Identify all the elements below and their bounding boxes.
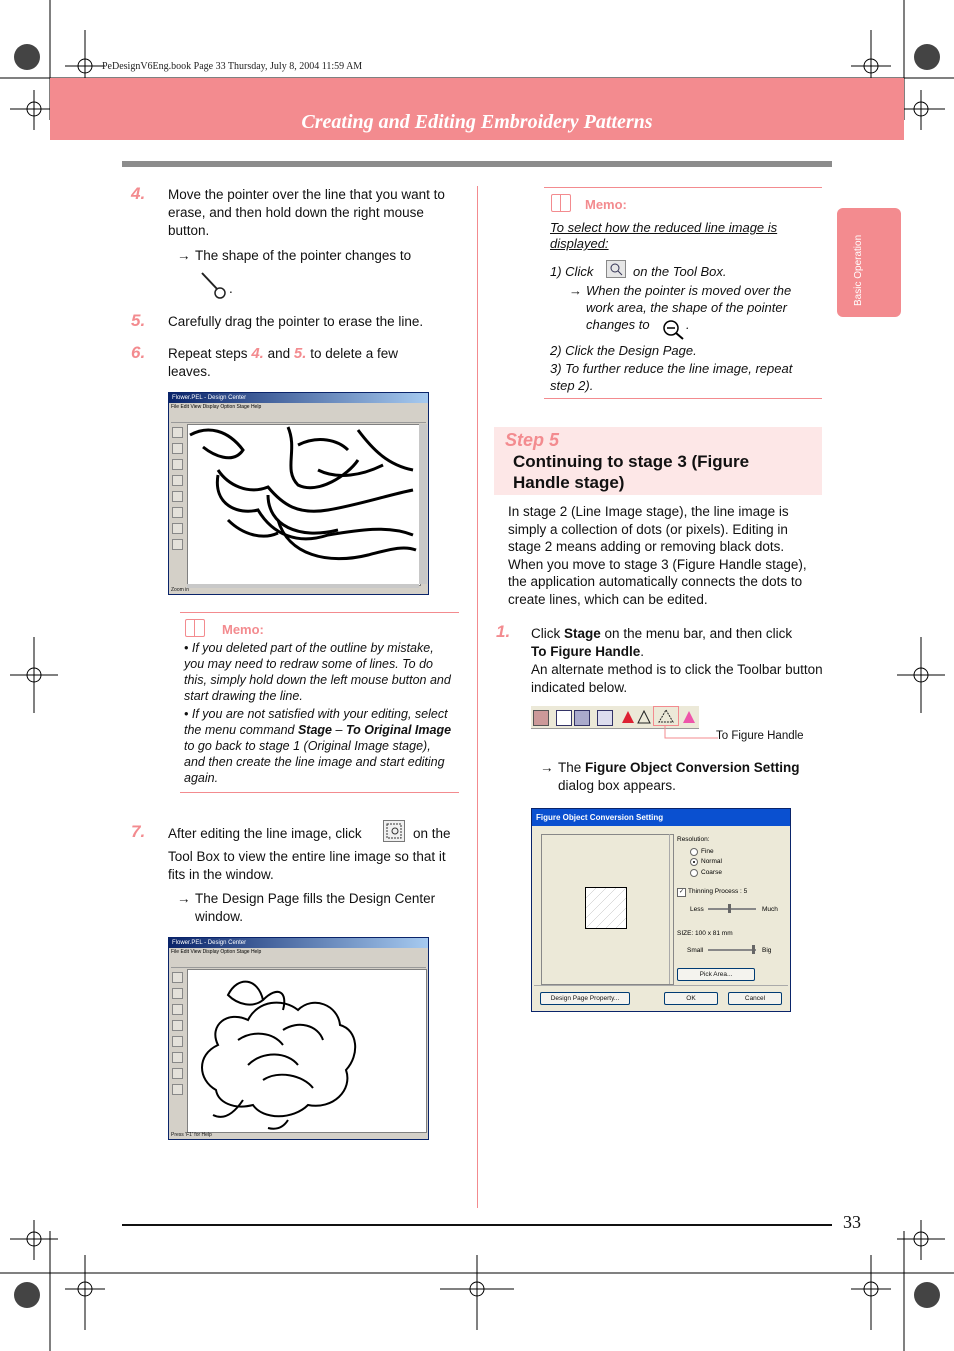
- small-label: Small: [687, 947, 704, 954]
- thinning-slider[interactable]: [708, 908, 756, 910]
- step-1-line2: [531, 643, 644, 661]
- full-line-image: [187, 969, 427, 1133]
- memo-item-1-a: 1) Click: [550, 264, 594, 279]
- step-7-text-a: After editing the line image, click: [168, 826, 362, 841]
- much-label: Much: [762, 906, 778, 913]
- intro-paragraph: In stage 2 (Line Image stage), the line image is simply a collection of dots (or pixels). Editing in stage 2 means adding or removing black dots. When you move to stage 3 (Figure Handle stage), the application automatically connects the dots to create lines, which can be edited.: [508, 504, 807, 607]
- pen-tool-icon: [172, 988, 183, 999]
- step-7-arrow: →: [177, 891, 191, 906]
- window-toolbar: [171, 957, 426, 968]
- dialog-title: Figure Object Conversion Setting: [532, 809, 790, 826]
- result-a: The: [558, 760, 582, 775]
- fit-to-window-icon: [383, 820, 405, 842]
- step-1-period: .: [640, 644, 645, 659]
- design-center-screenshot-zoomed: [168, 392, 429, 595]
- select-tool-icon: [172, 972, 183, 983]
- callout-line: [660, 726, 720, 742]
- pen-tool-icon: [172, 475, 183, 486]
- memo-item-1-arrow: →: [569, 283, 582, 298]
- image-icon: [556, 710, 572, 726]
- step-1-command: To Figure Handle: [531, 644, 641, 659]
- size-slider[interactable]: [708, 949, 756, 951]
- stage-embroidery-icon: [682, 710, 696, 724]
- memo-box-left: [180, 612, 459, 793]
- dialog-bottom-separator: [534, 985, 788, 986]
- monitor-icon: [574, 710, 590, 726]
- step-6-post2: leaves.: [168, 364, 211, 379]
- cancel-button[interactable]: Cancel: [728, 992, 782, 1005]
- zoom-out-pointer-icon: [662, 319, 686, 341]
- ok-button[interactable]: OK: [664, 992, 718, 1005]
- step-6-pre: Repeat steps: [168, 346, 248, 361]
- step-1-number: 1.: [496, 622, 511, 641]
- memo-item-1-result: When the pointer is moved over the work area, the shape of the pointer changes to: [586, 283, 792, 332]
- pen-tool-icon: [172, 443, 183, 454]
- zoom-out-icon: [172, 1084, 183, 1095]
- window-menu: File Edit View Display Option Stage Help: [171, 404, 262, 410]
- step-5-number: 5.: [131, 311, 146, 330]
- step-5-text: Carefully drag the pointer to erase the line.: [168, 314, 424, 329]
- grid-icon: [533, 710, 549, 726]
- zoomed-line-image: [187, 424, 421, 586]
- memo-bullet-2: • If you are not satisfied with your editing, select the menu command Stage – To Original Image to go back to stage 1 (Original Image stage), and then create the line image and start editing again.: [184, 707, 452, 785]
- header-rule: [122, 161, 832, 167]
- side-tab-label: Basic Operation: [853, 234, 864, 306]
- pick-area-button[interactable]: Pick Area...: [677, 968, 755, 981]
- stage-original-icon: [621, 710, 635, 724]
- step-5-title: Continuing to stage 3 (Figure Handle stage): [513, 452, 750, 492]
- stage-line-icon: [637, 710, 651, 724]
- wizard-icon: [597, 710, 613, 726]
- step-5-label: Step 5: [505, 430, 560, 450]
- design-center-screenshot-full: [168, 937, 429, 1140]
- step-6-ref1: 4.: [251, 345, 264, 362]
- zoom-in-icon: [172, 1052, 183, 1063]
- memo-bullet-2-stage: Stage: [297, 723, 333, 737]
- memo-bullet-2-e: to go back to stage 1 (Original Image stage), and then create the line image and start editing again.: [184, 739, 445, 785]
- radio-normal-label: Normal: [701, 858, 722, 865]
- memo-bullet-1: • If you deleted part of the outline by mistake, you may need to redraw some of lines. To do this, simply hold down the left mouse button and start drawing the line.: [184, 641, 451, 703]
- zoom-in-icon: [172, 507, 183, 518]
- pen-tool-icon: [172, 1036, 183, 1047]
- result-c: dialog box appears.: [558, 778, 676, 793]
- callout-label: To Figure Handle: [716, 730, 804, 742]
- less-label: Less: [690, 906, 704, 913]
- thinning-label: Thinning Process : 5: [688, 888, 748, 895]
- memo-label: Memo:: [222, 622, 264, 637]
- window-title: Flower.PEL - Design Center: [169, 393, 428, 403]
- memo-bullet-2-dash: –: [335, 723, 343, 737]
- zoom-out-tool-icon: [606, 260, 626, 278]
- step-6-and: and: [267, 346, 291, 361]
- radio-fine[interactable]: [690, 848, 698, 856]
- radio-coarse-label: Coarse: [701, 869, 722, 876]
- step-6-post: to delete a few: [310, 346, 398, 361]
- step-1-a: Click: [531, 626, 561, 641]
- design-page-property-button[interactable]: Design Page Property...: [540, 992, 630, 1005]
- step-7-text-c: Tool Box to view the entire line image so that it fits in the window.: [168, 849, 446, 882]
- size-label: SIZE: 100 x 81 mm: [677, 930, 733, 937]
- memo-box-right: [544, 187, 822, 399]
- side-tab: [837, 208, 901, 317]
- memo-bullet-1-text: If you deleted part of the outline by mistake, you may need to redraw some of lines. To do this, simply hold down the left mouse button and start drawing the line.: [184, 641, 451, 703]
- memo-item-2: 2) Click the Design Page.: [550, 343, 697, 358]
- status-bar: Press 'F1' for Help: [171, 1132, 212, 1138]
- memo-item-1-end: .: [686, 317, 690, 332]
- memo-label: Memo:: [585, 197, 627, 212]
- column-divider: [477, 186, 478, 1208]
- radio-fine-label: Fine: [701, 848, 714, 855]
- v-scrollbar: [419, 424, 427, 584]
- rose-outline-full: [188, 970, 426, 1132]
- result-dialog-name: Figure Object Conversion Setting: [585, 760, 800, 775]
- step-7-number: 7.: [131, 822, 146, 841]
- step-4-result-end: .: [229, 281, 233, 296]
- page-number: 33: [843, 1212, 861, 1232]
- thinning-checkbox[interactable]: ✓: [678, 889, 685, 895]
- footer-rule: [122, 1224, 832, 1226]
- radio-normal[interactable]: [690, 858, 698, 866]
- step-6-ref2: 5.: [293, 345, 307, 362]
- step-7-text-b: on the: [413, 826, 451, 841]
- step-1-result: [558, 759, 823, 795]
- step-7-result: The Design Page fills the Design Center window.: [195, 891, 436, 924]
- memo-bullet-2-command: To Original Image: [345, 723, 452, 737]
- big-label: Big: [762, 947, 772, 954]
- window-menu: File Edit View Display Option Stage Help: [171, 949, 262, 955]
- step-6-number: 6.: [131, 343, 146, 362]
- preview-area: [541, 834, 674, 985]
- radio-coarse[interactable]: [690, 869, 698, 877]
- step-1-alternate: An alternate method is to click the Toolbar button indicated below.: [531, 662, 823, 695]
- pen-tool-icon: [172, 1004, 183, 1015]
- window-title: Flower.PEL - Design Center: [169, 938, 428, 948]
- memo-item-3: 3) To further reduce the line image, repeat step 2).: [550, 361, 793, 393]
- step-1-c: on the menu bar, and then click: [604, 626, 793, 641]
- step-6-text: [168, 345, 460, 381]
- pen-tool-icon: [172, 459, 183, 470]
- memo-book-icon: [551, 194, 571, 212]
- to-figure-handle-button[interactable]: [653, 706, 679, 726]
- rose-outline-zoomed: [188, 425, 420, 585]
- resolution-label: Resolution:: [677, 836, 710, 843]
- memo-book-icon: [185, 619, 205, 637]
- step-1-stage: Stage: [564, 626, 601, 641]
- zoom-fit-icon: [172, 1068, 183, 1079]
- step-4-number: 4.: [131, 184, 146, 203]
- preview-page: [585, 887, 627, 929]
- step-1-text: [531, 625, 823, 643]
- figure-object-conversion-dialog: [531, 808, 791, 1012]
- step-4-arrow: →: [177, 248, 191, 263]
- eraser-pointer-icon: [198, 270, 228, 300]
- h-scrollbar: [187, 584, 419, 588]
- file-info: PeDesignV6Eng.book Page 33 Thursday, July 8, 2004 11:59 AM: [102, 61, 363, 72]
- chapter-banner: [50, 78, 904, 140]
- select-tool-icon: [172, 427, 183, 438]
- memo-heading: To select how the reduced line image is displayed:: [550, 220, 778, 251]
- chapter-title: Creating and Editing Embroidery Patterns: [301, 111, 653, 133]
- dialog-separator: [669, 834, 670, 984]
- memo-item-1-b: on the Tool Box.: [633, 264, 727, 279]
- zoom-fit-icon: [172, 523, 183, 534]
- zoom-out-icon: [172, 539, 183, 550]
- step-4-result: The shape of the pointer changes to: [195, 248, 412, 263]
- pen-tool-icon: [172, 1020, 183, 1031]
- step-4-text: Move the pointer over the line that you want to erase, and then hold down the right mouse button.: [168, 187, 445, 238]
- memo-bullet-2-a: If you are not satisfied with your editing, select the menu command: [184, 707, 448, 737]
- step-5-header: [494, 427, 822, 495]
- pen-tool-icon: [172, 491, 183, 502]
- status-bar: Zoom in: [171, 587, 190, 593]
- step-1-result-arrow: →: [540, 760, 554, 775]
- window-toolbar: [171, 412, 426, 423]
